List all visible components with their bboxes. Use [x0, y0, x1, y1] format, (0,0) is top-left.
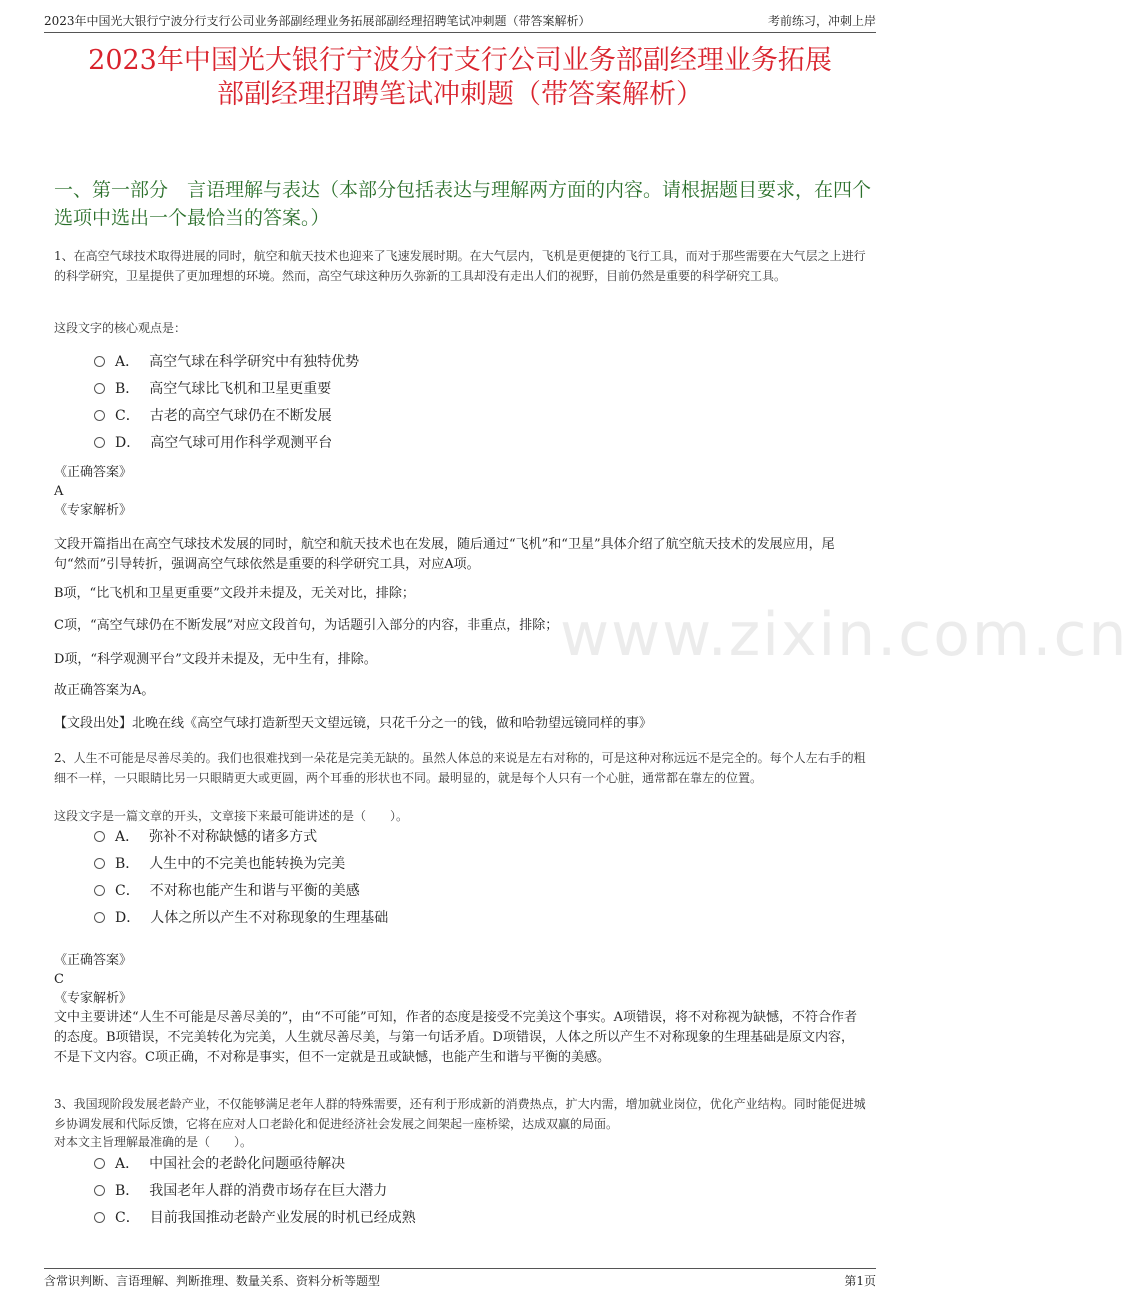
radio-icon[interactable]: [94, 831, 105, 842]
q2-option-c[interactable]: C． 不对称也能产生和谐与平衡的美感: [94, 881, 360, 901]
q3-option-c[interactable]: C． 目前我国推动老龄产业发展的时机已经成熟: [94, 1208, 416, 1228]
radio-icon[interactable]: [94, 356, 105, 367]
q1-analysis-label: 《专家解析》: [54, 503, 133, 518]
radio-icon[interactable]: [94, 1158, 105, 1169]
q1-analysis-para: B项，“比飞机和卫星更重要”文段并未提及，无关对比，排除；: [54, 586, 415, 601]
q2-answer: C: [54, 972, 64, 987]
q2-option-b[interactable]: B． 人生中的不完美也能转换为完美: [94, 854, 345, 874]
page-title: [40, 44, 880, 112]
q3-stem: 3、我国现阶段发展老龄产业，不仅能够满足老年人群的特殊需要，还有利于形成新的消费热点，扩大内需，增加就业岗位，优化产业结构。同时能促进城乡协调发展和代际反馈，它将在应对人口老龄化和促进经济社会发展之间架起一座桥梁，达成双赢的局面。: [54, 1097, 866, 1131]
q1-prompt: 这段文字的核心观点是：: [54, 321, 187, 335]
q1-analysis-para: 故正确答案为A。: [54, 683, 155, 698]
q2-option-a[interactable]: A． 弥补不对称缺憾的诸多方式: [94, 827, 317, 847]
radio-icon[interactable]: [94, 437, 105, 448]
q1-option-a[interactable]: A． 高空气球在科学研究中有独特优势: [94, 352, 359, 372]
q3-prompt: 对本文主旨理解最准确的是（ ）。: [54, 1135, 253, 1149]
q1-analysis-para: C项，“高空气球仍在不断发展”对应文段首句，为话题引入部分的内容，非重点，排除；: [54, 618, 559, 633]
header-tagline: 考前练习，冲刺上岸: [767, 14, 876, 28]
watermark: www.zixin.com.cn: [560, 600, 1128, 670]
q3-option-b[interactable]: B． 我国老年人群的消费市场存在巨大潜力: [94, 1181, 387, 1201]
q2-option-d[interactable]: D． 人体之所以产生不对称现象的生理基础: [94, 908, 388, 928]
q1-answer: A: [54, 484, 64, 499]
header-divider: [44, 32, 876, 33]
q1-answer-label: 《正确答案》: [54, 465, 133, 480]
footer-divider: [44, 1268, 876, 1269]
q2-analysis-para: 文中主要讲述“人生不可能是尽善尽美的”，由“不可能”可知，作者的态度是接受不完美这个事实。A项错误，将不对称视为缺憾，不符合作者的态度。B项错误，不完美转化为完美，人生就尽善尽美，与第一句话矛盾。D项错误，人体之所以产生不对称现象的生理基础是原文内容，不是下文内容。C项正确，不对称是事实，但不一定就是丑或缺憾，也能产生和谐与平衡的美感。: [54, 1010, 857, 1065]
q1-option-b[interactable]: B． 高空气球比飞机和卫星更重要: [94, 379, 331, 399]
q1-stem: 1、在高空气球技术取得进展的同时，航空和航天技术也迎来了飞速发展时期。在大气层内，飞机是更便捷的飞行工具，而对于那些需要在大气层之上进行的科学研究，卫星提供了更加理想的环境。然而，高空气球这种历久弥新的工具却没有走出人们的视野，目前仍然是重要的科学研究工具。: [54, 249, 866, 283]
q2-analysis-label: 《专家解析》: [54, 991, 133, 1006]
q2-stem: 2、人生不可能是尽善尽美的。我们也很难找到一朵花是完美无缺的。虽然人体总的来说是左右对称的，可是这种对称远远不是完全的。每个人左右手的粗细不一样，一只眼睛比另一只眼睛更大或更圆，两个耳垂的形状也不同。最明显的，就是每个人只有一个心脏，通常都在靠左的位置。: [54, 751, 866, 785]
section-heading: 一、第一部分 言语理解与表达（本部分包括表达与理解两方面的内容。请根据题目要求，在四个选项中选出一个最恰当的答案。）: [54, 179, 872, 229]
radio-icon[interactable]: [94, 383, 105, 394]
q2-answer-label: 《正确答案》: [54, 953, 133, 968]
q1-analysis-para: D项，“科学观测平台”文段并未提及，无中生有，排除。: [54, 652, 377, 667]
page-title-line-2: 部副经理招聘笔试冲刺题（带答案解析）: [217, 79, 703, 110]
radio-icon[interactable]: [94, 885, 105, 896]
radio-icon[interactable]: [94, 912, 105, 923]
page-number: 第1页: [844, 1274, 876, 1288]
q1-option-d[interactable]: D． 高空气球可用作科学观测平台: [94, 433, 332, 453]
radio-icon[interactable]: [94, 410, 105, 421]
radio-icon[interactable]: [94, 1212, 105, 1223]
page-title-line-1: 2023年中国光大银行宁波分行支行公司业务部副经理业务拓展: [88, 45, 832, 76]
q3-option-a[interactable]: A． 中国社会的老龄化问题亟待解决: [94, 1154, 345, 1174]
q1-option-c[interactable]: C． 古老的高空气球仍在不断发展: [94, 406, 332, 426]
footer-topics: 含常识判断、言语理解、判断推理、数量关系、资料分析等题型: [44, 1274, 381, 1288]
header-doc-title: 2023年中国光大银行宁波分行支行公司业务部副经理业务拓展部副经理招聘笔试冲刺题（带答案解析）: [44, 14, 591, 28]
q1-analysis-para: 文段开篇指出在高空气球技术发展的同时，航空和航天技术也在发展，随后通过“飞机”和“卫星”具体介绍了航空航天技术的发展应用，尾句“然而”引导转折，强调高空气球依然是重要的科学研究工具，对应A项。: [54, 537, 835, 572]
radio-icon[interactable]: [94, 1185, 105, 1196]
q1-source: 【文段出处】北晚在线《高空气球打造新型天文望远镜，只花千分之一的钱，做和哈勃望远镜同样的事》: [54, 716, 653, 731]
radio-icon[interactable]: [94, 858, 105, 869]
q2-prompt: 这段文字是一篇文章的开头，文章接下来最可能讲述的是（ ）。: [54, 809, 409, 823]
